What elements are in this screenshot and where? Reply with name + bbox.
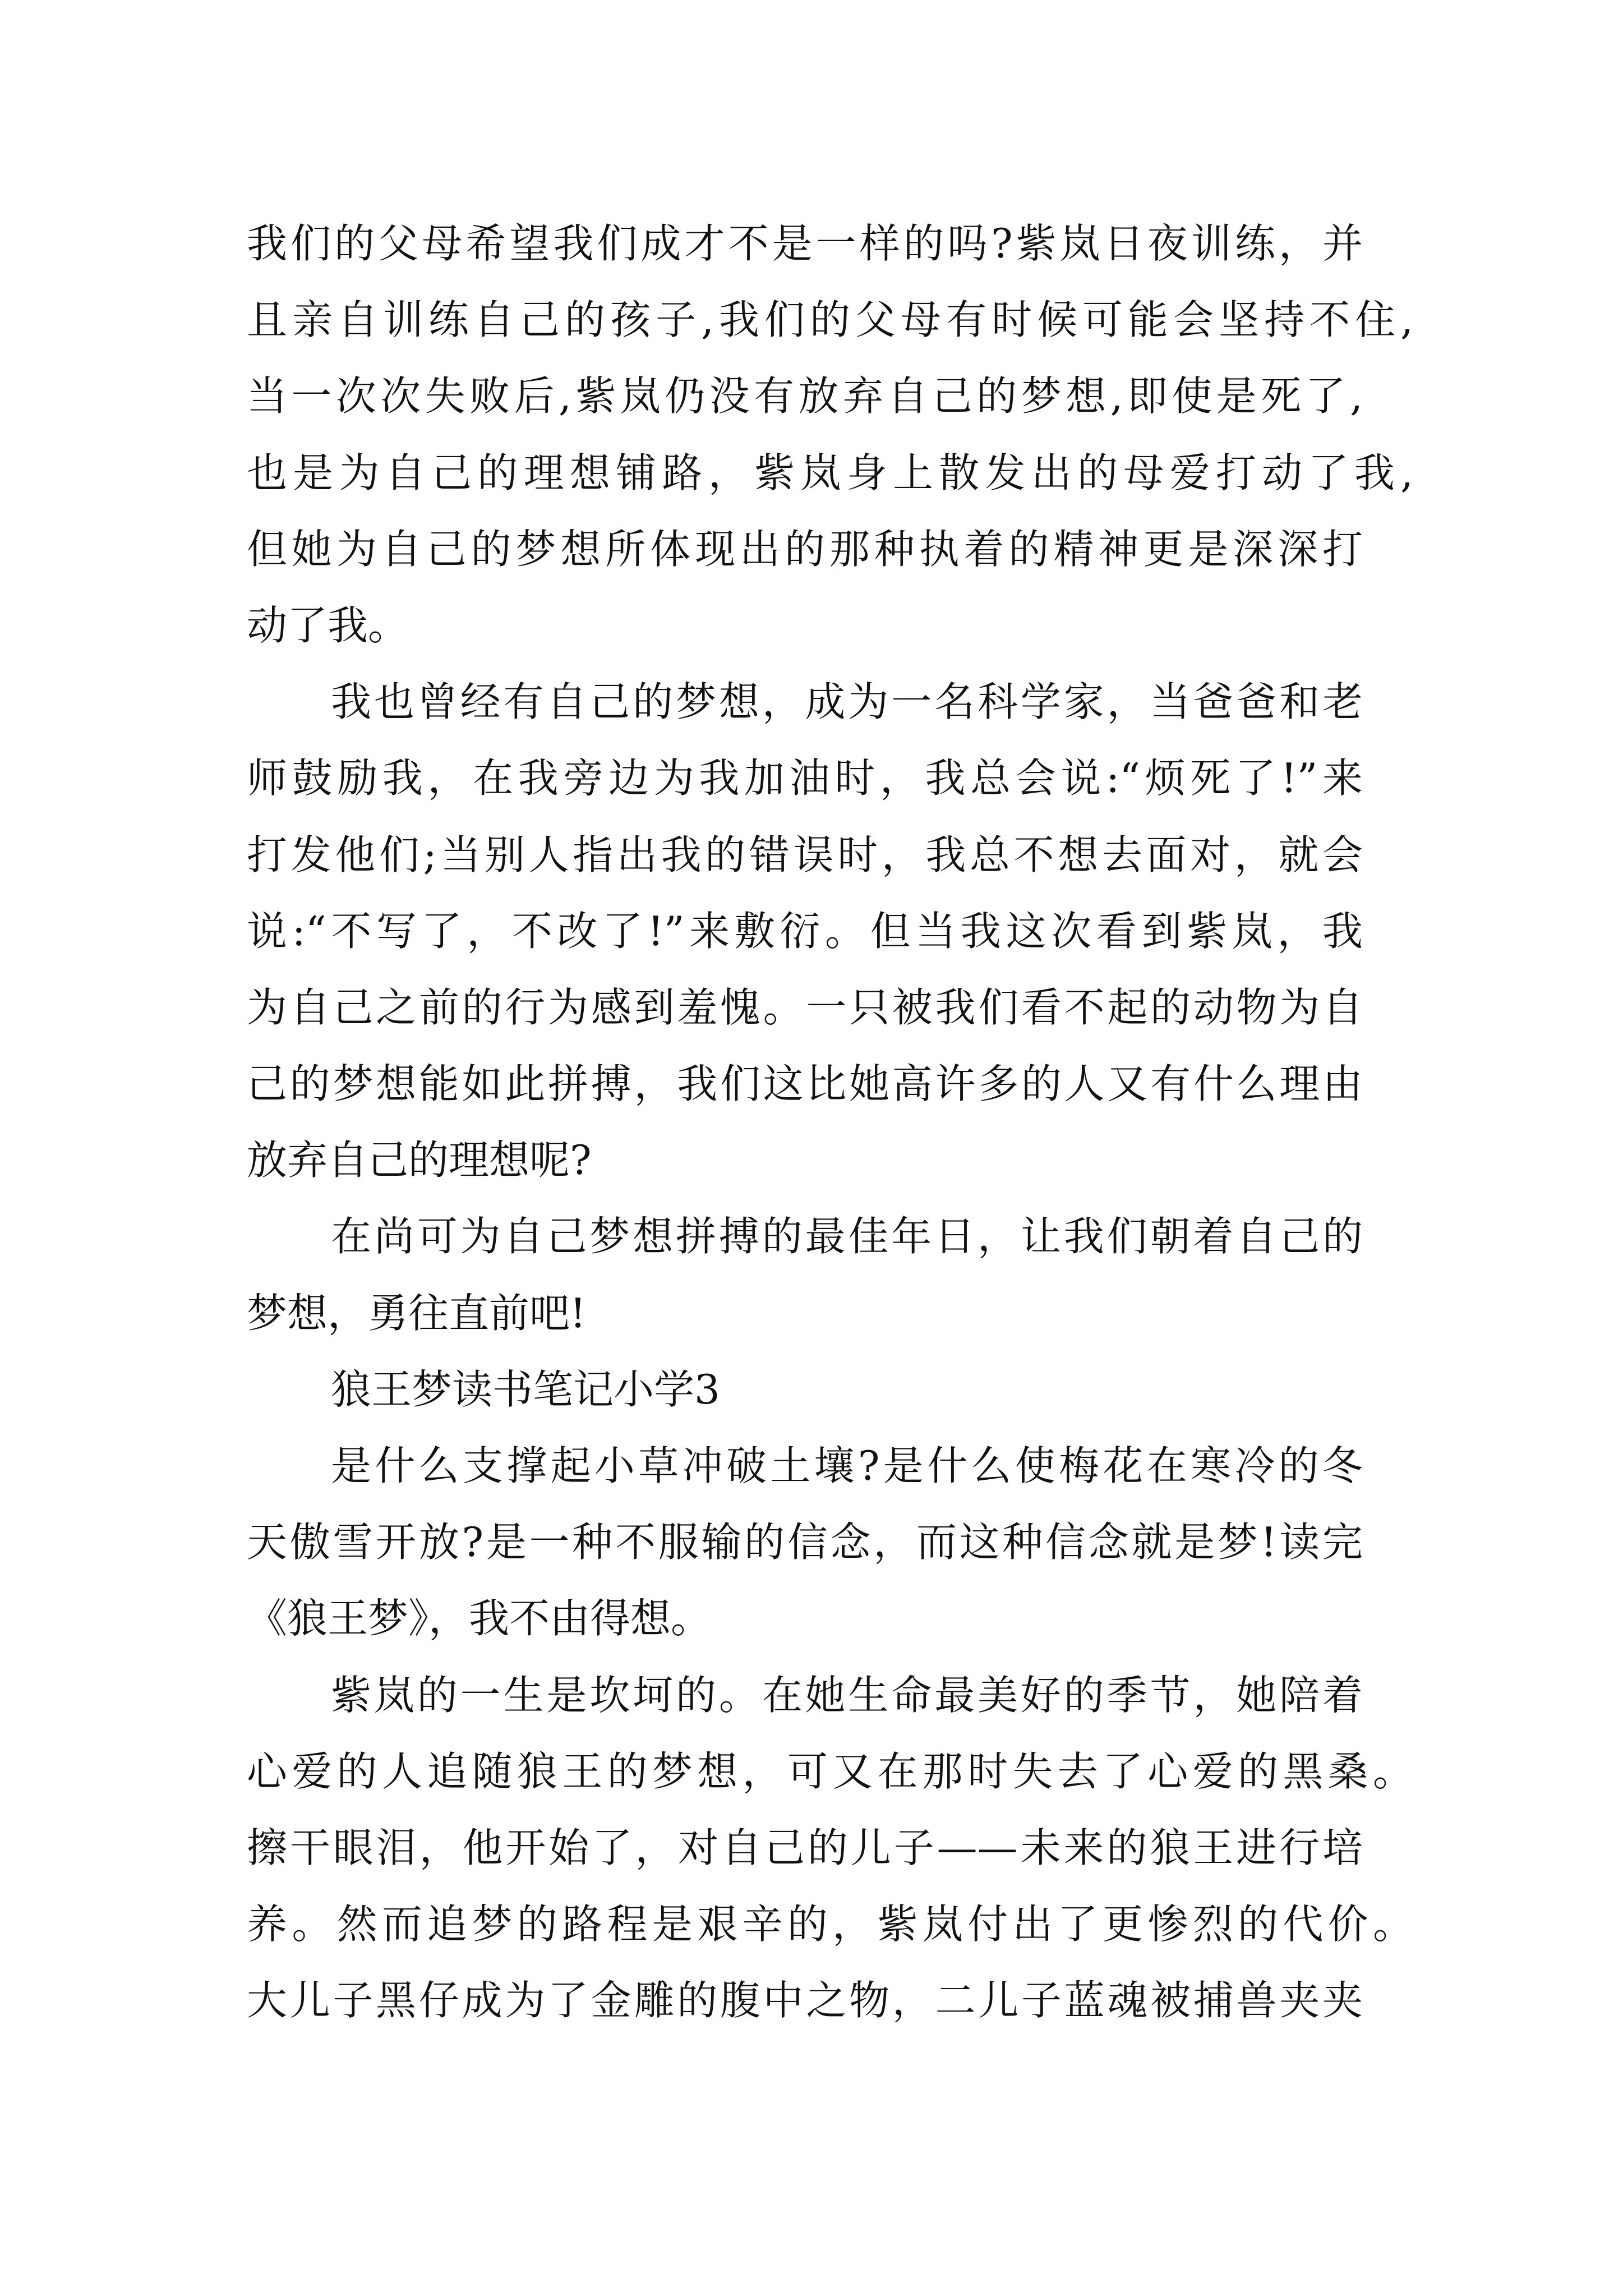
text-line: 师鼓励我，在我旁边为我加油时，我总会说:“烦死了!”来 [247, 754, 1363, 802]
text-line: 且亲自训练自己的孩子,我们的父母有时候可能会坚持不住, [247, 296, 1413, 344]
text-line: 我也曾经有自己的梦想，成为一名科学家，当爸爸和老 [331, 678, 1363, 726]
paragraph [247, 664, 1419, 1198]
text-line: 我们的父母希望我们成才不是一样的吗?紫岚日夜训练，并 [247, 220, 1363, 267]
text-line: 动了我。 [247, 601, 409, 649]
text-line: 心爱的人追随狼王的梦想，可又在那时失去了心爱的黑桑。 [247, 1747, 1413, 1795]
text-line: 己的梦想能如此拼搏，我们这比她高许多的人又有什么理由 [247, 1060, 1363, 1108]
text-line: 放弃自己的理想呢? [247, 1137, 592, 1184]
text-line: 梦想，勇往直前吧! [247, 1289, 586, 1337]
text-line: 大儿子黑仔成为了金雕的腹中之物，二儿子蓝魂被捕兽夹夹 [247, 1977, 1363, 2024]
text-line: 是什么支撑起小草冲破土壤?是什么使梅花在寒冷的冬 [331, 1442, 1363, 1489]
text-line: 紫岚的一生是坎坷的。在她生命最美好的季节，她陪着 [331, 1671, 1363, 1719]
text-line: 说:“不写了，不改了!”来敷衍。但当我这次看到紫岚，我 [247, 907, 1363, 955]
paragraph [247, 205, 1419, 664]
paragraph [247, 1428, 1419, 1657]
text-line: 擦干眼泪，他开始了，对自己的儿子——未来的狼王进行培 [247, 1824, 1363, 1871]
text-line: 但她为自己的梦想所体现出的那种执着的精神更是深深打 [247, 525, 1363, 573]
text-line: 天傲雪开放?是一种不服输的信念，而这种信念就是梦!读完 [247, 1519, 1363, 1566]
document-body [247, 205, 1419, 2039]
paragraph [247, 1657, 1419, 2039]
text-line: 为自己之前的行为感到羞愧。一只被我们看不起的动物为自 [247, 983, 1363, 1031]
paragraph [247, 1198, 1419, 1351]
text-line: 打发他们;当别人指出我的错误时，我总不想去面对，就会 [247, 831, 1363, 878]
section-heading [247, 1351, 1419, 1428]
text-line: 养。然而追梦的路程是艰辛的，紫岚付出了更惨烈的代价。 [247, 1901, 1413, 1948]
text-line: 当一次次失败后,紫岚仍没有放弃自己的梦想,即使是死了, [247, 372, 1363, 420]
text-line: 也是为自己的理想铺路，紫岚身上散发出的母爱打动了我, [247, 449, 1413, 496]
section-heading-text: 狼王梦读书笔记小学3 [331, 1365, 720, 1413]
text-line: 在尚可为自己梦想拼搏的最佳年日，让我们朝着自己的 [331, 1213, 1363, 1260]
text-line: 《狼王梦》，我不由得想。 [247, 1595, 712, 1642]
